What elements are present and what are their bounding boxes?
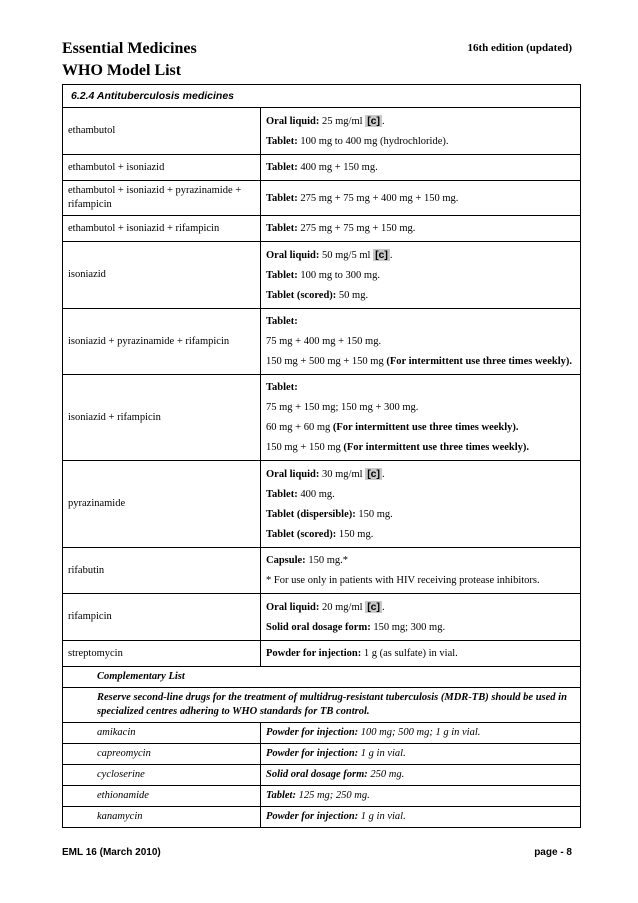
- children-tag: [c]: [367, 468, 381, 480]
- dosage-form-line: [266, 600, 575, 615]
- dosage-strength: 150 mg.: [355, 509, 393, 520]
- dosage-strength: 20 mg/ml: [319, 602, 366, 613]
- dosage-form-label: Oral liquid:: [266, 116, 320, 127]
- medicine-name: amikacin: [63, 723, 261, 744]
- children-tag: [c]: [367, 115, 381, 127]
- medicine-row: [63, 108, 581, 155]
- dosage-forms: [261, 594, 581, 641]
- usage-note: (For intermittent use three times weekly).: [343, 442, 530, 453]
- dosage-form-label: Capsule:: [266, 555, 306, 566]
- dosage-form-line: [266, 315, 575, 329]
- dosage-strength: 150 mg.: [336, 529, 374, 540]
- dosage-form-label: Oral liquid:: [266, 250, 320, 261]
- medicine-name: streptomycin: [63, 641, 261, 667]
- medicine-row: [63, 155, 581, 181]
- dosage-form-label: Solid oral dosage form:: [266, 769, 368, 780]
- complementary-medicine-row: [63, 786, 581, 807]
- dosage-strength: 100 mg to 400 mg (hydrochloride).: [297, 136, 449, 147]
- complementary-medicine-row: [63, 807, 581, 828]
- dosage-strength: 100 mg; 500 mg; 1 g in vial.: [358, 727, 481, 738]
- usage-note: (For intermittent use three times weekly).: [332, 422, 519, 433]
- medicine-name: ethambutol + isoniazid + pyrazinamide + rifampicin: [63, 181, 261, 216]
- dosage-forms: [261, 723, 581, 744]
- dosage-strength: 150 mg + 150 mg: [266, 442, 344, 453]
- punctuation: .: [382, 602, 385, 613]
- medicine-row: [63, 216, 581, 242]
- punctuation: .: [382, 116, 385, 127]
- dosage-forms: [261, 242, 581, 309]
- dosage-forms: [261, 548, 581, 594]
- dosage-strength: 275 mg + 75 mg + 150 mg.: [297, 223, 416, 234]
- dosage-form-line: [266, 621, 575, 635]
- document-title: Essential Medicines: [62, 40, 197, 57]
- dosage-form-line: [266, 508, 575, 522]
- dosage-form-line: [266, 467, 575, 482]
- children-tag: [c]: [375, 249, 388, 261]
- complementary-medicine-row: [63, 723, 581, 744]
- dosage-form-line: [266, 289, 575, 303]
- medicine-row: [63, 181, 581, 216]
- medicine-row: [63, 242, 581, 309]
- dosage-forms: [261, 461, 581, 548]
- dosage-form-line: [266, 161, 575, 175]
- medicine-name: ethambutol + isoniazid: [63, 155, 261, 181]
- dosage-strength: 25 mg/ml: [319, 116, 366, 127]
- dosage-strength: 275 mg + 75 mg + 400 mg + 150 mg.: [297, 192, 459, 204]
- dosage-strength: 1 g in vial.: [358, 748, 406, 759]
- medicine-name: rifabutin: [63, 548, 261, 594]
- medicine-name: isoniazid + rifampicin: [63, 375, 261, 461]
- footer-page-number: page - 8: [534, 847, 572, 858]
- dosage-form-line: [266, 355, 575, 369]
- dosage-strength: 60 mg + 60 mg: [266, 422, 333, 433]
- dosage-strength: 75 mg + 150 mg; 150 mg + 300 mg.: [266, 402, 419, 413]
- dosage-form-line: [266, 554, 575, 568]
- medicine-name: pyrazinamide: [63, 461, 261, 548]
- dosage-form-line: [266, 248, 575, 263]
- dosage-form-label: Oral liquid:: [266, 602, 320, 613]
- dosage-form-line: [266, 135, 575, 149]
- dosage-form-label: Tablet (scored):: [266, 290, 337, 301]
- dosage-form-label: Tablet:: [266, 192, 298, 204]
- dosage-form-line: [266, 488, 575, 502]
- dosage-form-line: [266, 421, 575, 435]
- dosage-form-line: [266, 269, 575, 283]
- dosage-strength: 1 g (as sulfate) in vial.: [361, 648, 458, 659]
- dosage-form-label: Tablet:: [266, 382, 298, 393]
- complementary-title-row: [63, 667, 581, 688]
- dosage-form-label: Powder for injection:: [266, 748, 359, 759]
- medicines-table: [62, 84, 581, 828]
- medicine-row: [63, 309, 581, 375]
- dosage-forms: [261, 641, 581, 667]
- dosage-form-line: [266, 574, 575, 588]
- dosage-strength: 50 mg.: [336, 290, 369, 301]
- dosage-form-label: Tablet:: [266, 489, 298, 500]
- dosage-form-label: Powder for injection:: [266, 648, 362, 659]
- medicine-name: kanamycin: [63, 807, 261, 828]
- dosage-forms: [261, 108, 581, 155]
- medicine-name: cycloserine: [63, 765, 261, 786]
- medicine-name: ethambutol + isoniazid + rifampicin: [63, 216, 261, 242]
- punctuation: .: [389, 250, 393, 261]
- edition-label: 16th edition (updated): [467, 42, 572, 54]
- dosage-form-label: Tablet:: [266, 316, 298, 327]
- dosage-forms: [261, 765, 581, 786]
- punctuation: .: [382, 469, 385, 480]
- dosage-forms: [261, 155, 581, 181]
- dosage-strength: 400 mg + 150 mg.: [297, 162, 378, 173]
- dosage-form-line: [266, 114, 575, 129]
- dosage-form-label: Powder for injection:: [266, 811, 359, 822]
- dosage-form-label: Tablet:: [266, 162, 298, 173]
- dosage-form-label: Tablet:: [266, 223, 298, 234]
- medicine-name: ethambutol: [63, 108, 261, 155]
- dosage-form-label: Powder for injection:: [266, 727, 359, 738]
- dosage-strength: 250 mg.: [367, 769, 405, 780]
- complementary-title: Complementary List: [63, 667, 581, 688]
- dosage-forms: [261, 744, 581, 765]
- footer-edition: EML 16 (March 2010): [62, 847, 161, 858]
- dosage-form-label: Tablet:: [266, 790, 296, 801]
- section-title: 6.2.4 Antituberculosis medicines: [63, 85, 581, 108]
- dosage-strength: 1 g in vial.: [358, 811, 406, 822]
- medicine-name: isoniazid + pyrazinamide + rifampicin: [63, 309, 261, 375]
- dosage-form-line: [266, 381, 575, 395]
- dosage-strength: 150 mg; 300 mg.: [370, 622, 446, 633]
- section-header-row: [63, 85, 581, 108]
- medicine-row: [63, 548, 581, 594]
- dosage-form-line: [266, 335, 575, 349]
- dosage-strength: 400 mg.: [297, 489, 335, 500]
- dosage-forms: [261, 216, 581, 242]
- dosage-form-line: [266, 441, 575, 455]
- usage-note: (For intermittent use three times weekly).: [386, 356, 572, 367]
- complementary-description-row: [63, 688, 581, 723]
- medicine-name: ethionamide: [63, 786, 261, 807]
- dosage-forms: [261, 807, 581, 828]
- dosage-strength: * For use only in patients with HIV receiving protease inhibitors.: [266, 575, 540, 586]
- complementary-medicine-row: [63, 744, 581, 765]
- complementary-medicine-row: [63, 765, 581, 786]
- dosage-form-line: [266, 647, 575, 661]
- dosage-form-line: [266, 401, 575, 415]
- dosage-strength: 30 mg/ml: [319, 469, 366, 480]
- dosage-form-label: Tablet:: [266, 270, 298, 281]
- medicine-row: [63, 641, 581, 667]
- document-subtitle: WHO Model List: [62, 62, 182, 79]
- dosage-form-label: Tablet:: [266, 136, 298, 147]
- dosage-strength: 150 mg.*: [305, 555, 348, 566]
- dosage-form-line: [266, 528, 575, 542]
- medicine-name: capreomycin: [63, 744, 261, 765]
- dosage-form-label: Tablet (dispersible):: [266, 509, 356, 520]
- dosage-strength: 50 mg/5 ml: [319, 250, 374, 261]
- dosage-strength: 75 mg + 400 mg + 150 mg.: [266, 336, 382, 347]
- medicines-table-body: [63, 85, 581, 828]
- dosage-strength: 150 mg + 500 mg + 150 mg: [266, 356, 387, 367]
- dosage-form-label: Oral liquid:: [266, 469, 320, 480]
- dosage-strength: 125 mg; 250 mg.: [295, 790, 370, 801]
- dosage-forms: [261, 375, 581, 461]
- medicine-row: [63, 375, 581, 461]
- dosage-form-line: [266, 222, 575, 236]
- medicine-name: isoniazid: [63, 242, 261, 309]
- dosage-form-label: Tablet (scored):: [266, 529, 337, 540]
- complementary-description: Reserve second-line drugs for the treatment of multidrug-resistant tuberculosis (MDR-TB) should be used in specialized centres adhering to WHO standards for TB control.: [63, 688, 581, 723]
- medicine-name: rifampicin: [63, 594, 261, 641]
- medicine-row: [63, 461, 581, 548]
- dosage-forms: [261, 786, 581, 807]
- children-tag: [c]: [367, 601, 381, 613]
- dosage-forms: [261, 181, 581, 216]
- dosage-strength: 100 mg to 300 mg.: [297, 270, 380, 281]
- dosage-forms: [261, 309, 581, 375]
- medicine-row: [63, 594, 581, 641]
- dosage-form-line: [266, 192, 575, 206]
- dosage-form-label: Solid oral dosage form:: [266, 622, 371, 633]
